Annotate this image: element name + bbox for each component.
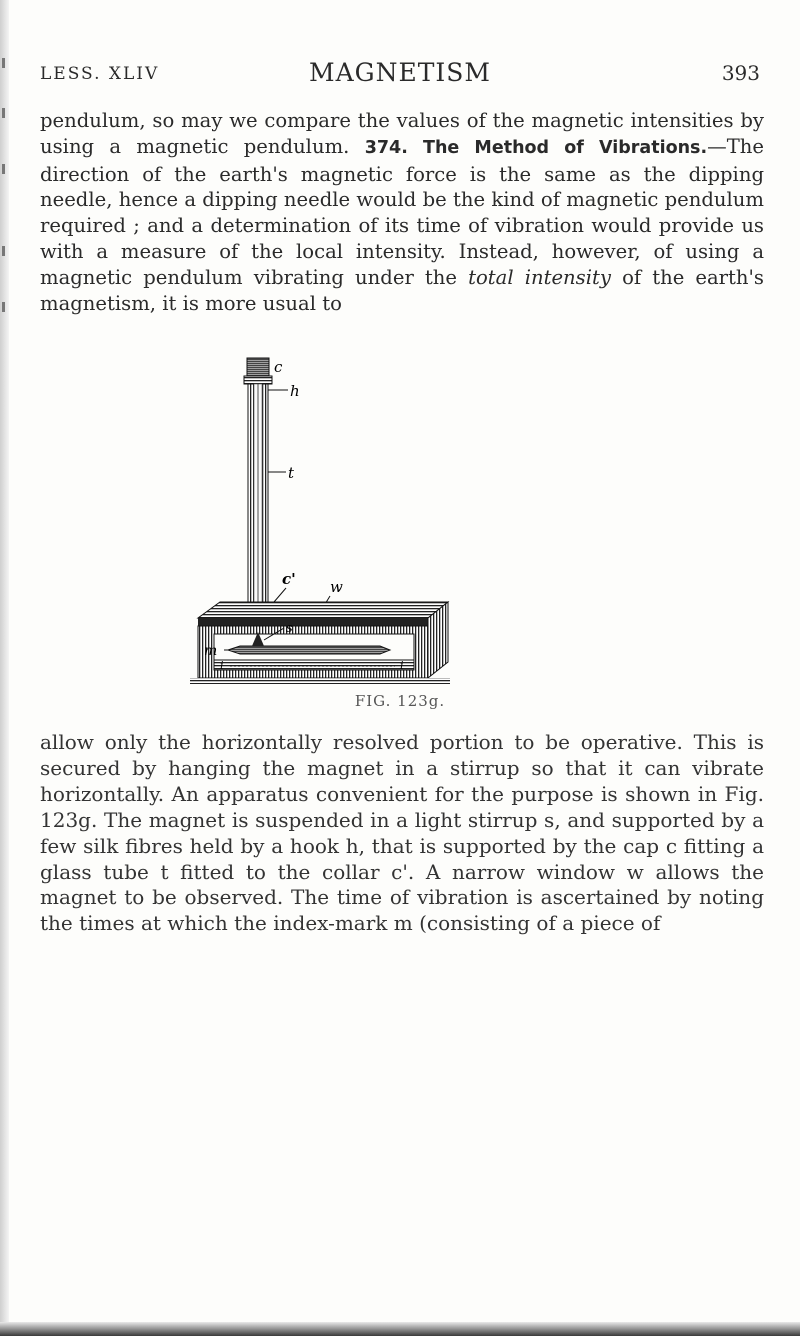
lesson-number: LESS. XLIV [40,64,160,84]
page-bottom-edge [0,1322,800,1336]
edge-mark [2,246,5,256]
italic-phrase: total intensity [468,265,611,289]
label-c: c [274,358,283,376]
paragraph-2: allow only the horizontally resolved portion to be operative. This is secured by hanging the magnet in a stirrup so that it can vibrate horizontally. An apparatus convenient for the purpose is shown in Fig. 123g. The magnet is suspended in a light stirrup s, and supported by a few silk fibres held by a hook h, that is supported by the cap c fitting a glass tube t fitted to the collar c'. A narrow window w allows the magnet to be observed. The time of vibration is ascertained by noting the times at which the index-mark m (consisting of a piece of [40,730,764,936]
edge-mark [2,108,5,118]
running-header [40,58,760,94]
label-m: m [204,643,218,659]
label-h: h [290,382,300,400]
edge-mark [2,302,5,312]
label-i-right: i [400,659,404,672]
paragraph-1 [40,108,764,316]
apparatus-figure [190,350,610,686]
paragraph-1-lead: pendulum, so may we compare the values of the magnetic intensities by using a magnetic pendulum. [40,109,764,158]
page-left-edge [0,0,9,1336]
label-t: t [288,464,295,482]
label-s: s [286,621,293,636]
page-number: 393 [721,61,760,85]
running-title: MAGNETISM [308,58,492,87]
apparatus-illustration [190,350,610,686]
edge-mark [2,58,5,68]
edge-mark [2,164,5,174]
paragraph-1-body: —The direction of the earth's magnetic force is the same as the dipping needle, hence a dipping needle would be the kind of magnetic pendulum required ; and a determination of its time of vibration would provide us with a measure of the local intensity. Instead, however, of using a magnetic pendulum vibrating under the [40,134,765,289]
label-c-prime: c' [282,570,296,588]
section-heading: 374. The Method of Vibrations. [364,137,708,158]
paragraph-1-tail: of the earth's magnetism, it is more usual to [40,265,764,315]
figure-caption: FIG. 123g. [354,692,446,710]
box-lid [198,602,448,626]
label-w: w [330,578,343,596]
label-i-left: i [220,659,224,672]
cap [244,358,272,384]
